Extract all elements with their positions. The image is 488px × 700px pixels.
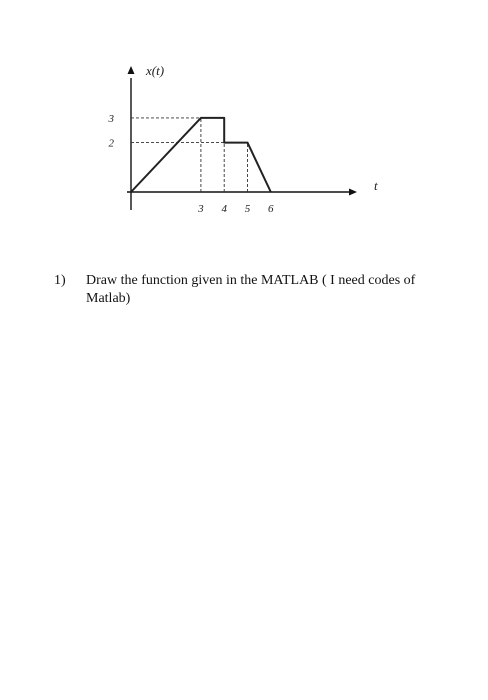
x-tick-label-3: 3 bbox=[198, 203, 204, 215]
y-tick-label-3: 3 bbox=[108, 112, 114, 125]
y-axis-label: x(t) bbox=[146, 63, 165, 78]
question-number: 1) bbox=[54, 273, 66, 288]
question-block bbox=[54, 272, 440, 308]
x-tick-labels bbox=[197, 203, 274, 215]
x-axis-arrow bbox=[349, 189, 357, 196]
y-tick-labels bbox=[108, 113, 115, 150]
x-tick-label-6: 6 bbox=[268, 203, 274, 215]
x-axis-label: t bbox=[374, 178, 378, 193]
y-axis-arrow bbox=[128, 66, 135, 74]
y-tick-label-2: 2 bbox=[108, 137, 114, 150]
signal-plot bbox=[0, 0, 488, 240]
x-tick-label-4: 4 bbox=[221, 203, 227, 215]
question-text-wrap bbox=[54, 272, 440, 308]
question-text: Draw the function given in the MATLAB ( I need codes of Matlab) bbox=[86, 273, 416, 306]
x-tick-label-5: 5 bbox=[244, 203, 251, 215]
